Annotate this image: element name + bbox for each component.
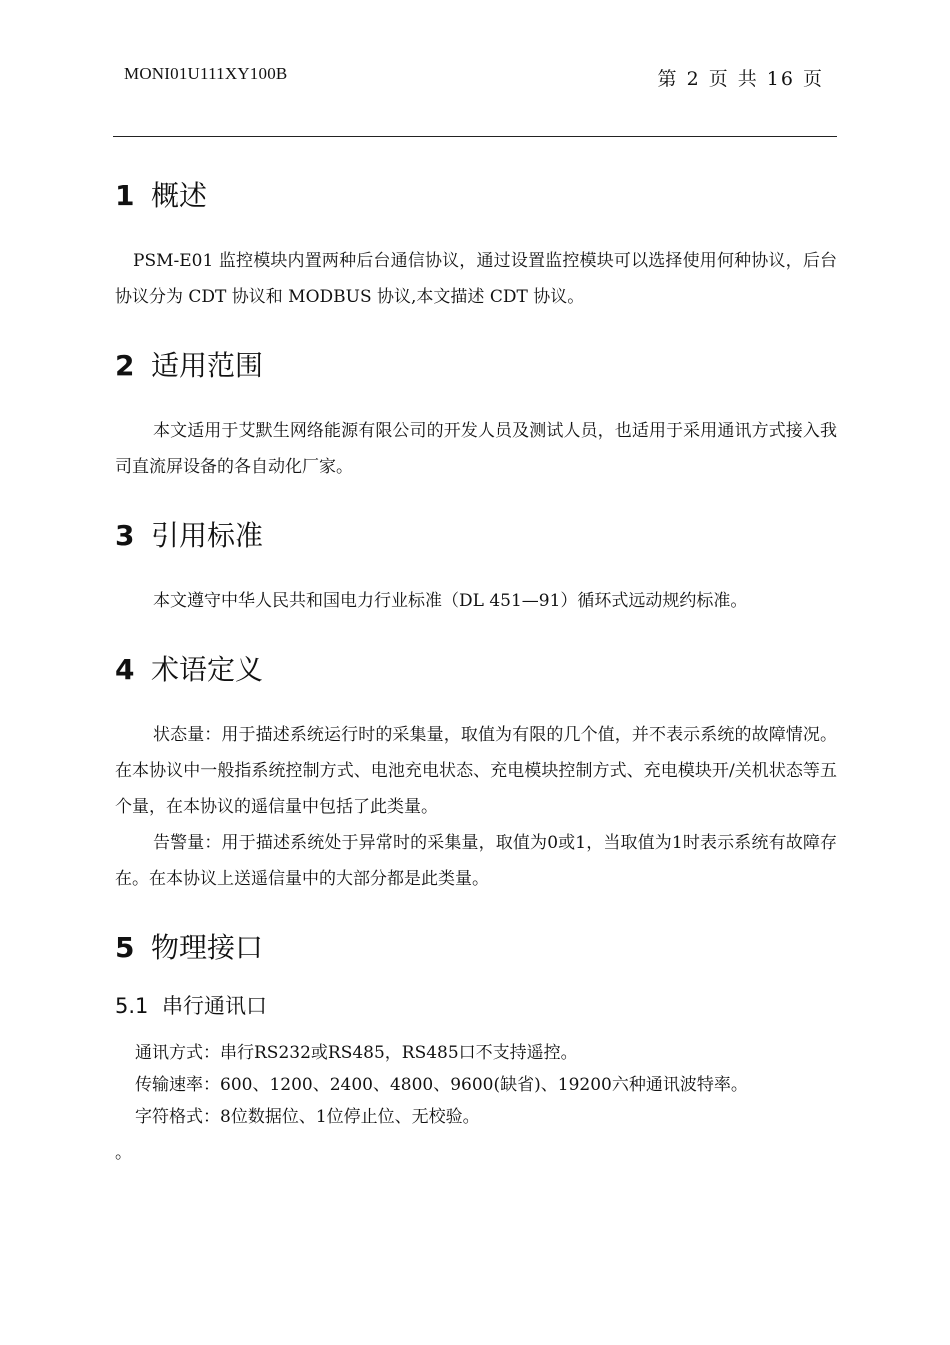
section-heading-overview (115, 178, 837, 213)
section-heading-terms (115, 652, 837, 687)
spec-line-mode: 通讯方式：串行RS232或RS485，RS485口不支持遥控。 (135, 1043, 578, 1064)
section-heading-references (115, 518, 837, 553)
terms-alarm-paragraph: 告警量：用于描述系统处于异常时的采集量，取值为0或1，当取值为1时表示系统有故障存在。在本协议上送遥信量中的大部分都是此类量。 (115, 833, 837, 889)
section-number: 2 (115, 349, 135, 382)
header-divider (113, 136, 837, 137)
spec-line-baud: 传输速率：600、1200、2400、4800、9600(缺省)、19200六种通讯波特率。 (135, 1075, 748, 1096)
subsection-number: 5.1 (115, 994, 149, 1018)
section-number: 4 (115, 653, 135, 686)
subsection-heading-serial-port (115, 993, 837, 1019)
section-heading-scope (115, 348, 837, 383)
spec-line-format: 字符格式：8位数据位、1位停止位、无校验。 (135, 1107, 480, 1128)
overview-paragraph: PSM-E01 监控模块内置两种后台通信协议，通过设置监控模块可以选择使用何种协议，后台协议分为 CDT 协议和 MODBUS 协议,本文描述 CDT 协议。 (115, 251, 837, 307)
section-number: 3 (115, 519, 135, 552)
section-title: 术语定义 (151, 653, 264, 686)
terms-status-paragraph: 状态量：用于描述系统运行时的采集量，取值为有限的几个值，并不表示系统的故障情况。在本协议中一般指系统控制方式、电池充电状态、充电模块控制方式、充电模块开/关机状态等五个量，在本协议的遥信量中包括了此类量。 (115, 725, 837, 817)
section-title: 引用标准 (151, 519, 264, 552)
scope-paragraph: 本文适用于艾默生网络能源有限公司的开发人员及测试人员，也适用于采用通讯方式接入我司直流屏设备的各自动化厂家。 (115, 421, 837, 477)
serial-port-specs (115, 1037, 837, 1133)
trailing-period: 。 (115, 1143, 132, 1164)
section-title: 概述 (151, 179, 208, 212)
document-id: MONI01U111XY100B (124, 64, 288, 83)
section-heading-physical-interface (115, 930, 837, 965)
document-body (115, 170, 837, 1171)
subsection-title: 串行通讯口 (162, 994, 267, 1018)
section-number: 5 (115, 931, 135, 964)
references-paragraph: 本文遵守中华人民共和国电力行业标准（DL 451—91）循环式远动规约标准。 (153, 591, 748, 611)
page-number: 第 2 页 共 16 页 (657, 68, 824, 90)
section-title: 物理接口 (151, 931, 264, 964)
section-number: 1 (115, 179, 135, 212)
section-title: 适用范围 (151, 349, 264, 382)
